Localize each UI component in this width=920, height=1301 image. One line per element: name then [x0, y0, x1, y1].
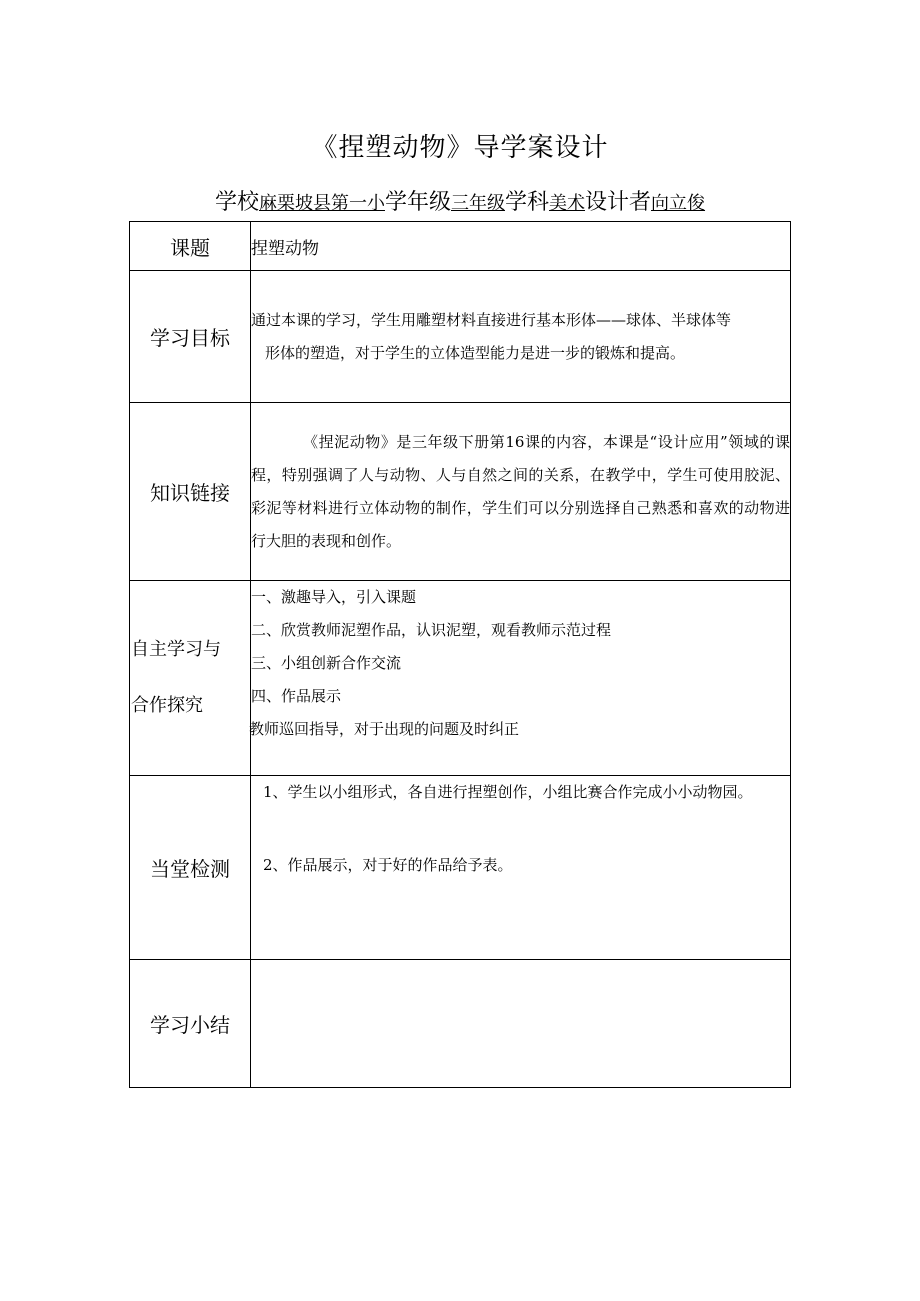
self-study-content — [251, 581, 791, 776]
check-label: 当堂检测 — [130, 776, 251, 960]
designer-label: 设计者 — [585, 190, 652, 215]
summary-label: 学习小结 — [130, 960, 251, 1088]
goal-line: 形体的塑造，对于学生的立体造型能力是进一步的锻炼和提高。 — [265, 343, 686, 362]
goal-content — [251, 271, 791, 403]
spacer — [251, 809, 790, 849]
self-study-label-line2: 合作探究 — [131, 695, 203, 716]
table-row-check — [130, 776, 791, 960]
document-meta-line — [0, 185, 920, 216]
topic-label: 课题 — [130, 222, 251, 271]
subject-value: 美术 — [549, 193, 586, 214]
self-study-label — [130, 581, 251, 776]
knowledge-text: 《捏泥动物》是三年级下册第16课的内容，本课是“设计应用”领域的课程，特别强调了人与动物、人与自然之间的关系，在教学中，学生可使用胶泥、彩泥等材料进行立体动物的制作，学生们可以分别选择自己熟悉和喜欢的动物进行大胆的表现和创作。 — [251, 432, 790, 550]
school-value: 麻栗坡县第一小 — [258, 193, 385, 214]
check-item-2: 2、作品展示，对于好的作品给予表。 — [263, 856, 513, 874]
page-title: 《捏塑动物》导学案设计 — [311, 133, 609, 163]
grade-value: 三年级 — [451, 193, 505, 214]
school-label: 学校 — [214, 190, 259, 215]
designer-value: 向立俊 — [651, 193, 706, 214]
summary-content — [251, 960, 791, 1088]
table-row-self-study — [130, 581, 791, 776]
table-row-topic — [130, 222, 791, 271]
knowledge-content — [251, 403, 791, 581]
list-item: 四、作品展示 — [251, 687, 342, 705]
lesson-plan-table — [129, 221, 791, 1088]
list-item: 三、小组创新合作交流 — [251, 654, 402, 672]
goal-line: 通过本课的学习，学生用雕塑材料直接进行基本形体——球体、半球体等 — [251, 310, 732, 329]
topic-value: 捏塑动物 — [251, 222, 791, 271]
table-row-summary — [130, 960, 791, 1088]
subject-label: 学科 — [505, 190, 550, 215]
goal-label: 学习目标 — [130, 271, 251, 403]
check-item-1: 1、学生以小组形式，各自进行捏塑创作，小组比赛合作完成小小动物园。 — [263, 783, 753, 801]
self-study-label-line1: 自主学习与 — [131, 639, 221, 660]
list-item: 一、激趣导入，引入课题 — [251, 588, 417, 606]
table-row-goal — [130, 271, 791, 403]
table-row-knowledge — [130, 403, 791, 581]
grade-label: 学年级 — [384, 190, 451, 215]
list-item: 二、欣赏教师泥塑作品，认识泥塑，观看教师示范过程 — [251, 621, 612, 639]
check-content — [251, 776, 791, 960]
list-item: 教师巡回指导，对于出现的问题及时纠正 — [249, 720, 520, 738]
knowledge-label: 知识链接 — [130, 403, 251, 581]
